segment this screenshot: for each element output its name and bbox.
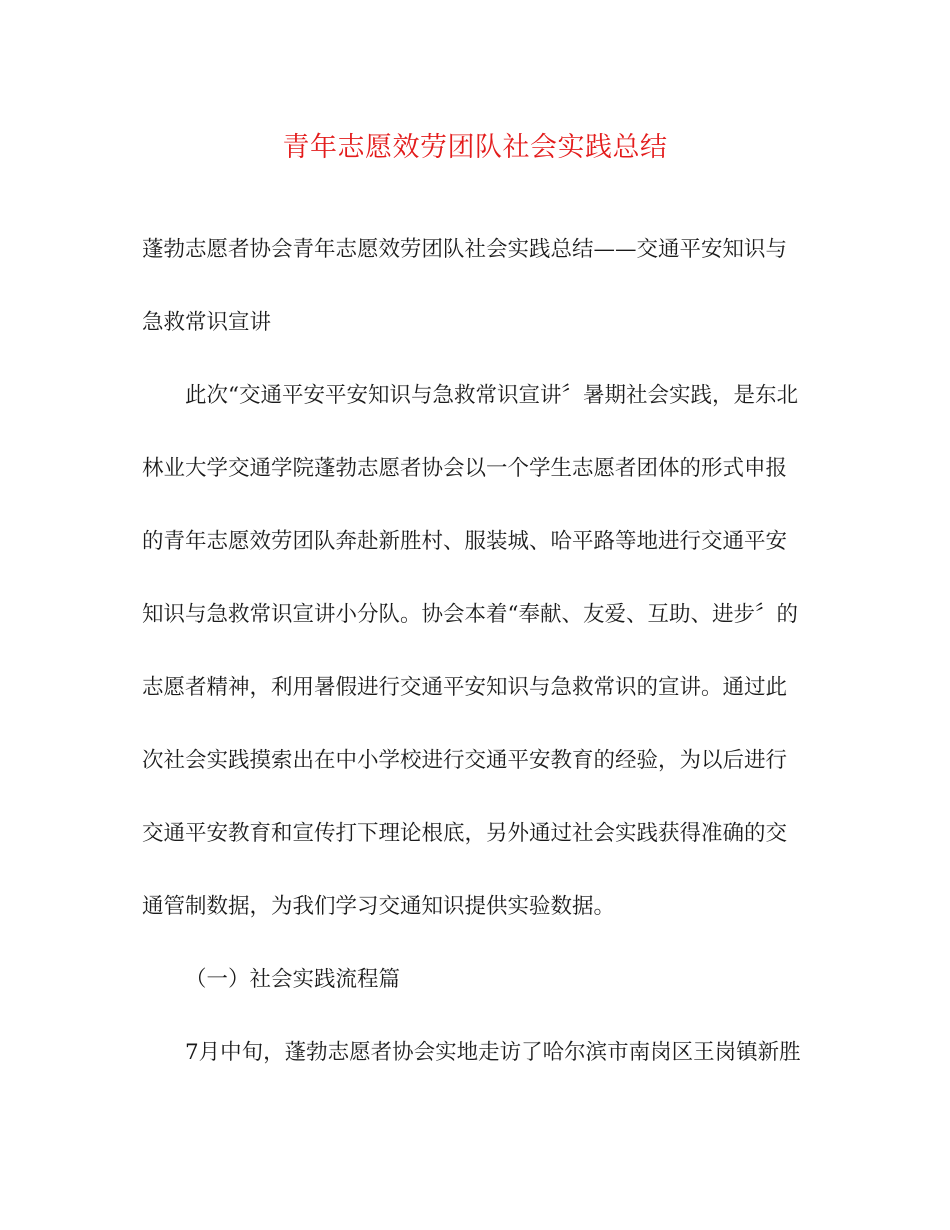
paragraph-line: 知识与急救常识宣讲小分队。协会本着“奉献、友爱、互助、进步〞的 bbox=[142, 602, 798, 627]
subtitle-line-1: 蓬勃志愿者协会青年志愿效劳团队社会实践总结——交通平安知识与 bbox=[142, 237, 788, 262]
paragraph-line: 通管制数据，为我们学习交通知识提供实验数据。 bbox=[142, 894, 616, 919]
paragraph-line: 此次“交通平安平安知识与急救常识宣讲〞暑期社会实践，是东北 bbox=[185, 383, 798, 408]
paragraph-line: 林业大学交通学院蓬勃志愿者协会以一个学生志愿者团体的形式申报 bbox=[142, 456, 788, 481]
paragraph-line: 的青年志愿效劳团队奔赴新胜村、服装城、哈平路等地进行交通平安 bbox=[142, 529, 788, 554]
paragraph-line: 志愿者精神，利用暑假进行交通平安知识与急救常识的宣讲。通过此 bbox=[142, 675, 788, 700]
section-heading: （一）社会实践流程篇 bbox=[185, 967, 401, 992]
subtitle-line-2: 急救常识宣讲 bbox=[142, 310, 272, 335]
paragraph-line: 次社会实践摸索出在中小学校进行交通平安教育的经验，为以后进行 bbox=[142, 748, 788, 773]
paragraph-line: 交通平安教育和宣传打下理论根底，另外通过社会实践获得准确的交 bbox=[142, 821, 788, 846]
paragraph-line: 7月中旬，蓬勃志愿者协会实地走访了哈尔滨市南岗区王岗镇新胜 bbox=[185, 1040, 801, 1065]
document-title: 青年志愿效劳团队社会实践总结 bbox=[282, 132, 668, 163]
